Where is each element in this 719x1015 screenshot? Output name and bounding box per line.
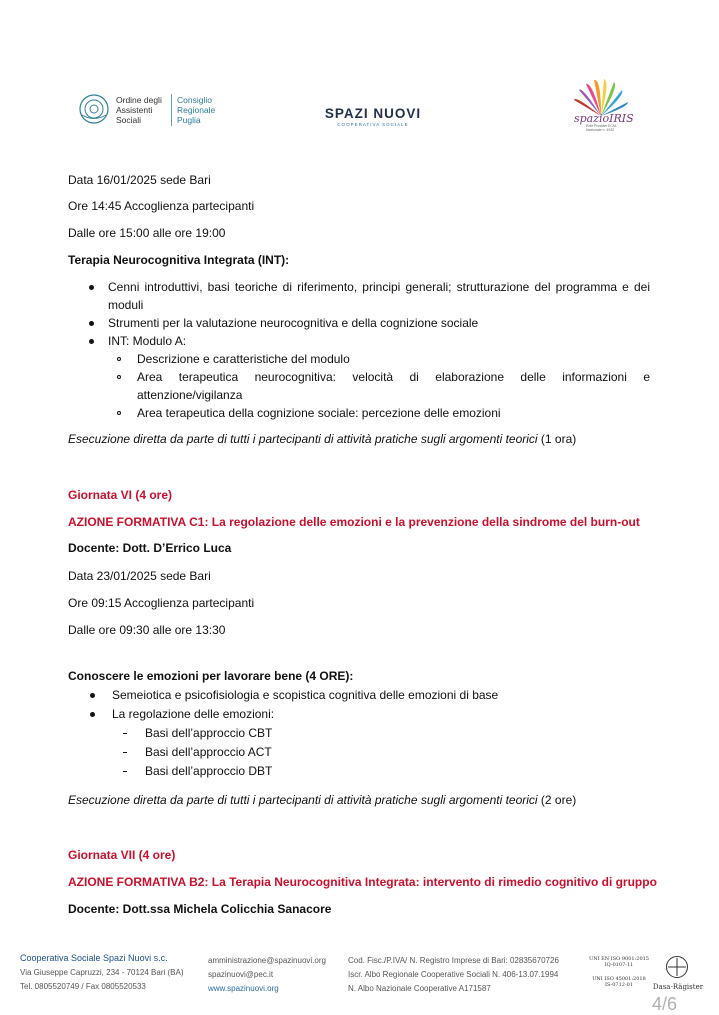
spazio-iris-logo bbox=[566, 78, 636, 140]
s2-docente: Docente: Dott. D’Errico Luca bbox=[68, 541, 232, 555]
consiglio-line-2: Regionale bbox=[177, 105, 216, 115]
s1-bullet-3: INT: Modulo A: bbox=[108, 334, 187, 348]
iris-brand-name: spazioIRIS bbox=[574, 112, 634, 125]
s2-bullet-1: Semeiotica e psicofisiologia e scopistica cognitiva delle emozioni di base bbox=[112, 688, 499, 702]
sub-bullet-circle bbox=[117, 357, 121, 361]
footer-company bbox=[20, 953, 184, 992]
s2-title: Conoscere le emozioni per lavorare bene (4 ORE): bbox=[68, 669, 354, 683]
s2-bullet-2: La regolazione delle emozioni: bbox=[112, 707, 275, 721]
footer-email-pec[interactable]: spazinuovi@pec.it bbox=[208, 970, 274, 979]
s2-execution-hours: (2 ore) bbox=[537, 793, 577, 807]
s1-sub-3: Area terapeutica della cognizione sociale: percezione delle emozioni bbox=[137, 406, 501, 420]
ordine-line-2: Assistenti bbox=[116, 105, 153, 115]
footer-cod-fisc: Cod. Fisc./P.IVA/ N. Registro Imprese di Bari: 02835670726 bbox=[348, 956, 559, 965]
ordine-line-1: Ordine degli bbox=[116, 95, 162, 105]
s2-welcome: Ore 09:15 Accoglienza partecipanti bbox=[68, 596, 255, 610]
s1-execution-hours: (1 ora) bbox=[537, 432, 577, 446]
cert-iso-45001-line-1: UNI ISO 45001:2018 bbox=[592, 976, 646, 982]
s1-bullet-2: Strumenti per la valutazione neurocognitiva e della cognizione sociale bbox=[108, 316, 479, 330]
s1-bullet-1-line-2: moduli bbox=[108, 298, 144, 312]
s1-title: Terapia Neurocognitiva Integrata (INT): bbox=[68, 253, 290, 267]
cert-iso-45001 bbox=[586, 976, 652, 988]
s1-welcome: Ore 14:45 Accoglienza partecipanti bbox=[68, 199, 255, 213]
footer-contacts bbox=[208, 955, 326, 994]
s3-docente: Docente: Dott.ssa Michela Colicchia Sanacore bbox=[68, 902, 332, 916]
letterhead bbox=[66, 86, 656, 146]
footer-address: Via Giuseppe Capruzzi, 234 - 70124 Bari (BA) bbox=[20, 968, 184, 977]
spazi-nuovi-subtitle: COOPERATIVA SOCIALE bbox=[337, 122, 409, 127]
spazi-nuovi-name: SPAZI NUOVI bbox=[324, 106, 422, 121]
cert-iso-45001-line-2: IS-0712-01 bbox=[604, 982, 634, 988]
consiglio-line-1: Consiglio bbox=[177, 95, 212, 105]
s2-date: Data 23/01/2025 sede Bari bbox=[68, 569, 211, 583]
s3-azione: AZIONE FORMATIVA B2: La Terapia Neurocognitiva Integrata: intervento di rimedio cognitivo di gruppo bbox=[68, 875, 657, 889]
s1-bullet-1 bbox=[108, 278, 650, 314]
s2-dash-3: Basi dell’approccio DBT bbox=[145, 764, 273, 778]
s3-giornata: Giornata VII (4 ore) bbox=[68, 848, 176, 862]
bullet-dot bbox=[89, 339, 94, 344]
logo-divider bbox=[171, 94, 172, 126]
s2-execution-note bbox=[68, 792, 576, 808]
dash-bullet bbox=[123, 733, 127, 734]
page-number: 4/6 bbox=[652, 994, 678, 1014]
s1-sub-1: Descrizione e caratteristiche del modulo bbox=[137, 352, 350, 366]
footer-coop-name: Cooperativa Sociale Spazi Nuovi s.c. bbox=[20, 953, 168, 963]
s2-giornata: Giornata VI (4 ore) bbox=[68, 488, 173, 502]
sub-bullet-circle bbox=[117, 411, 121, 415]
s1-execution-note bbox=[68, 431, 576, 447]
footer-registry bbox=[348, 955, 559, 994]
s1-sub-2-line-1: Area terapeutica neurocognitiva: velocità di elaborazione delle informazioni e bbox=[137, 370, 650, 384]
cert-iso-9001 bbox=[586, 956, 652, 968]
ordine-emblem-icon bbox=[78, 92, 112, 128]
dash-bullet bbox=[123, 771, 127, 772]
s1-sub-2-line-2: attenzione/vigilanza bbox=[137, 388, 243, 402]
dasa-register-seal-icon bbox=[665, 955, 689, 979]
s1-bullet-1-line-1: Cenni introduttivi, basi teoriche di riferimento, principi generali; strutturazione del programma e dei bbox=[108, 280, 650, 294]
s1-execution-italic: Esecuzione diretta da parte di tutti i partecipanti di attività pratiche sugli argomenti teorici bbox=[68, 432, 538, 446]
cert-iso-9001-line-1: UNI EN ISO 9001:2015 bbox=[589, 956, 649, 962]
sub-bullet-circle bbox=[117, 375, 121, 379]
bullet-dot bbox=[89, 321, 94, 326]
dasa-register-label: Dasa-Rägister bbox=[652, 983, 704, 991]
consiglio-line-3: Puglia bbox=[177, 115, 201, 125]
spazi-nuovi-logo bbox=[308, 106, 438, 127]
s1-date: Data 16/01/2025 sede Bari bbox=[68, 173, 211, 187]
footer-email-admin[interactable]: amministrazione@spazinuovi.org bbox=[208, 956, 326, 965]
s2-hours: Dalle ore 09:30 alle ore 13:30 bbox=[68, 623, 226, 637]
footer-albo-nazionale: N. Albo Nazionale Cooperative A171587 bbox=[348, 984, 491, 993]
ordine-assistenti-sociali-logo bbox=[78, 92, 216, 132]
dash-bullet bbox=[123, 752, 127, 753]
s2-execution-italic: Esecuzione diretta da parte di tutti i partecipanti di attività pratiche sugli argomenti teorici bbox=[68, 793, 538, 807]
footer-albo-regionale: Iscr. Albo Regionale Cooperative Sociali N. 406-13.07.1994 bbox=[348, 970, 559, 979]
s2-dash-2: Basi dell’approccio ACT bbox=[145, 745, 272, 759]
bullet-dot bbox=[90, 712, 95, 717]
iris-provider-text: Ente Provider ECM Nazionale n. 4932 bbox=[586, 124, 616, 132]
footer-website-link[interactable]: www.spazinuovi.org bbox=[208, 984, 279, 993]
bullet-dot bbox=[90, 693, 95, 698]
cert-iso-9001-line-2: IQ-0107-11 bbox=[604, 962, 634, 968]
s1-hours: Dalle ore 15:00 alle ore 19:00 bbox=[68, 226, 226, 240]
s2-dash-1: Basi dell’approccio CBT bbox=[145, 726, 273, 740]
s1-sub-2 bbox=[137, 368, 650, 404]
footer-tel: Tel. 0805520749 / Fax 0805520533 bbox=[20, 982, 146, 991]
bullet-dot bbox=[89, 285, 94, 290]
ordine-line-3: Sociali bbox=[116, 115, 142, 125]
s2-azione: AZIONE FORMATIVA C1: La regolazione delle emozioni e la prevenzione della sindrome del burn-out bbox=[68, 515, 640, 529]
